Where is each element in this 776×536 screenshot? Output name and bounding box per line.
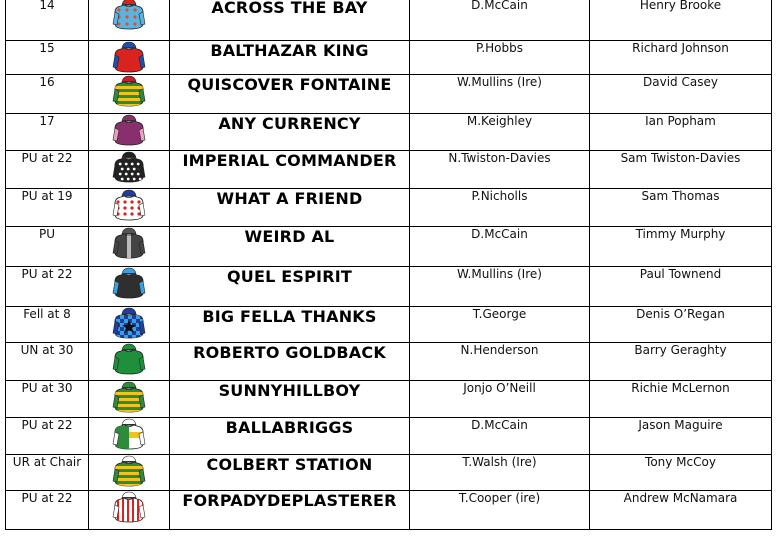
- position-cell: PU at 22: [6, 491, 89, 530]
- jockey-silks-icon: [112, 491, 146, 523]
- horse-name-cell: BIG FELLA THANKS: [170, 307, 410, 343]
- position-cell: Fell at 8: [6, 307, 89, 343]
- silks-cell: [89, 491, 170, 530]
- table-row: [6, 418, 772, 455]
- jockey-cell: Ian Popham: [590, 114, 772, 151]
- horse-name-cell: FORPADYDEPLASTERER: [170, 491, 410, 530]
- trainer-cell: N.Twiston-Davies: [410, 151, 590, 189]
- silks-cell: [89, 343, 170, 381]
- position-cell: 16: [6, 75, 89, 114]
- horse-name-cell: COLBERT STATION: [170, 455, 410, 491]
- jockey-cell: Jason Maguire: [590, 418, 772, 455]
- horse-name-cell: ROBERTO GOLDBACK: [170, 343, 410, 381]
- jockey-cell: Sam Thomas: [590, 189, 772, 227]
- trainer-cell: D.McCain: [410, 0, 590, 41]
- jockey-cell: Henry Brooke: [590, 0, 772, 41]
- jockey-cell: Tony McCoy: [590, 455, 772, 491]
- jockey-cell: Timmy Murphy: [590, 227, 772, 267]
- jockey-silks-icon: [112, 41, 146, 73]
- horse-name-cell: QUISCOVER FONTAINE: [170, 75, 410, 114]
- silks-cell: [89, 114, 170, 151]
- silks-cell: [89, 227, 170, 267]
- position-cell: PU at 22: [6, 151, 89, 189]
- jockey-cell: Richard Johnson: [590, 41, 772, 75]
- table-row: [6, 227, 772, 267]
- horse-name-cell: ACROSS THE BAY: [170, 0, 410, 41]
- silks-cell: [89, 151, 170, 189]
- silks-cell: [89, 189, 170, 227]
- trainer-cell: P.Hobbs: [410, 41, 590, 75]
- position-cell: PU at 22: [6, 267, 89, 307]
- jockey-silks-icon: [112, 114, 146, 146]
- jockey-silks-icon: [112, 0, 146, 30]
- jockey-silks-icon: [112, 151, 146, 183]
- table-row: [6, 151, 772, 189]
- trainer-cell: P.Nicholls: [410, 189, 590, 227]
- jockey-silks-icon: [112, 227, 146, 259]
- trainer-cell: N.Henderson: [410, 343, 590, 381]
- jockey-silks-icon: [112, 381, 146, 413]
- table-row: [6, 307, 772, 343]
- results-table-body: [6, 0, 772, 530]
- jockey-silks-icon: [112, 343, 146, 375]
- trainer-cell: W.Mullins (Ire): [410, 267, 590, 307]
- trainer-cell: W.Mullins (Ire): [410, 75, 590, 114]
- jockey-cell: Paul Townend: [590, 267, 772, 307]
- position-cell: 14: [6, 0, 89, 41]
- horse-name-cell: BALTHAZAR KING: [170, 41, 410, 75]
- position-cell: PU at 19: [6, 189, 89, 227]
- silks-cell: [89, 381, 170, 418]
- table-row: [6, 267, 772, 307]
- horse-name-cell: QUEL ESPIRIT: [170, 267, 410, 307]
- jockey-silks-icon: [112, 455, 146, 487]
- position-cell: PU at 22: [6, 418, 89, 455]
- position-cell: UN at 30: [6, 343, 89, 381]
- trainer-cell: Jonjo O’Neill: [410, 381, 590, 418]
- table-row: [6, 75, 772, 114]
- results-table: [5, 0, 772, 530]
- table-row: [6, 189, 772, 227]
- jockey-cell: Barry Geraghty: [590, 343, 772, 381]
- silks-cell: [89, 41, 170, 75]
- position-cell: PU: [6, 227, 89, 267]
- position-cell: 17: [6, 114, 89, 151]
- position-cell: PU at 30: [6, 381, 89, 418]
- silks-cell: [89, 455, 170, 491]
- table-row: [6, 0, 772, 41]
- horse-name-cell: BALLABRIGGS: [170, 418, 410, 455]
- jockey-silks-icon: [112, 75, 146, 107]
- position-cell: 15: [6, 41, 89, 75]
- table-row: [6, 343, 772, 381]
- horse-name-cell: WEIRD AL: [170, 227, 410, 267]
- silks-cell: [89, 0, 170, 41]
- jockey-cell: Andrew McNamara: [590, 491, 772, 530]
- table-row: [6, 491, 772, 530]
- jockey-silks-icon: [112, 307, 146, 339]
- jockey-silks-icon: [112, 189, 146, 221]
- jockey-silks-icon: [112, 418, 146, 450]
- position-cell: UR at Chair: [6, 455, 89, 491]
- jockey-silks-icon: [112, 267, 146, 299]
- silks-cell: [89, 267, 170, 307]
- trainer-cell: T.Cooper (ire): [410, 491, 590, 530]
- horse-name-cell: IMPERIAL COMMANDER: [170, 151, 410, 189]
- horse-name-cell: WHAT A FRIEND: [170, 189, 410, 227]
- horse-name-cell: SUNNYHILLBOY: [170, 381, 410, 418]
- jockey-cell: Sam Twiston-Davies: [590, 151, 772, 189]
- silks-cell: [89, 75, 170, 114]
- trainer-cell: T.Walsh (Ire): [410, 455, 590, 491]
- table-row: [6, 41, 772, 75]
- horse-name-cell: ANY CURRENCY: [170, 114, 410, 151]
- jockey-cell: David Casey: [590, 75, 772, 114]
- table-row: [6, 114, 772, 151]
- table-row: [6, 381, 772, 418]
- trainer-cell: M.Keighley: [410, 114, 590, 151]
- silks-cell: [89, 418, 170, 455]
- trainer-cell: D.McCain: [410, 418, 590, 455]
- trainer-cell: D.McCain: [410, 227, 590, 267]
- jockey-cell: Denis O’Regan: [590, 307, 772, 343]
- silks-cell: [89, 307, 170, 343]
- table-row: [6, 455, 772, 491]
- trainer-cell: T.George: [410, 307, 590, 343]
- jockey-cell: Richie McLernon: [590, 381, 772, 418]
